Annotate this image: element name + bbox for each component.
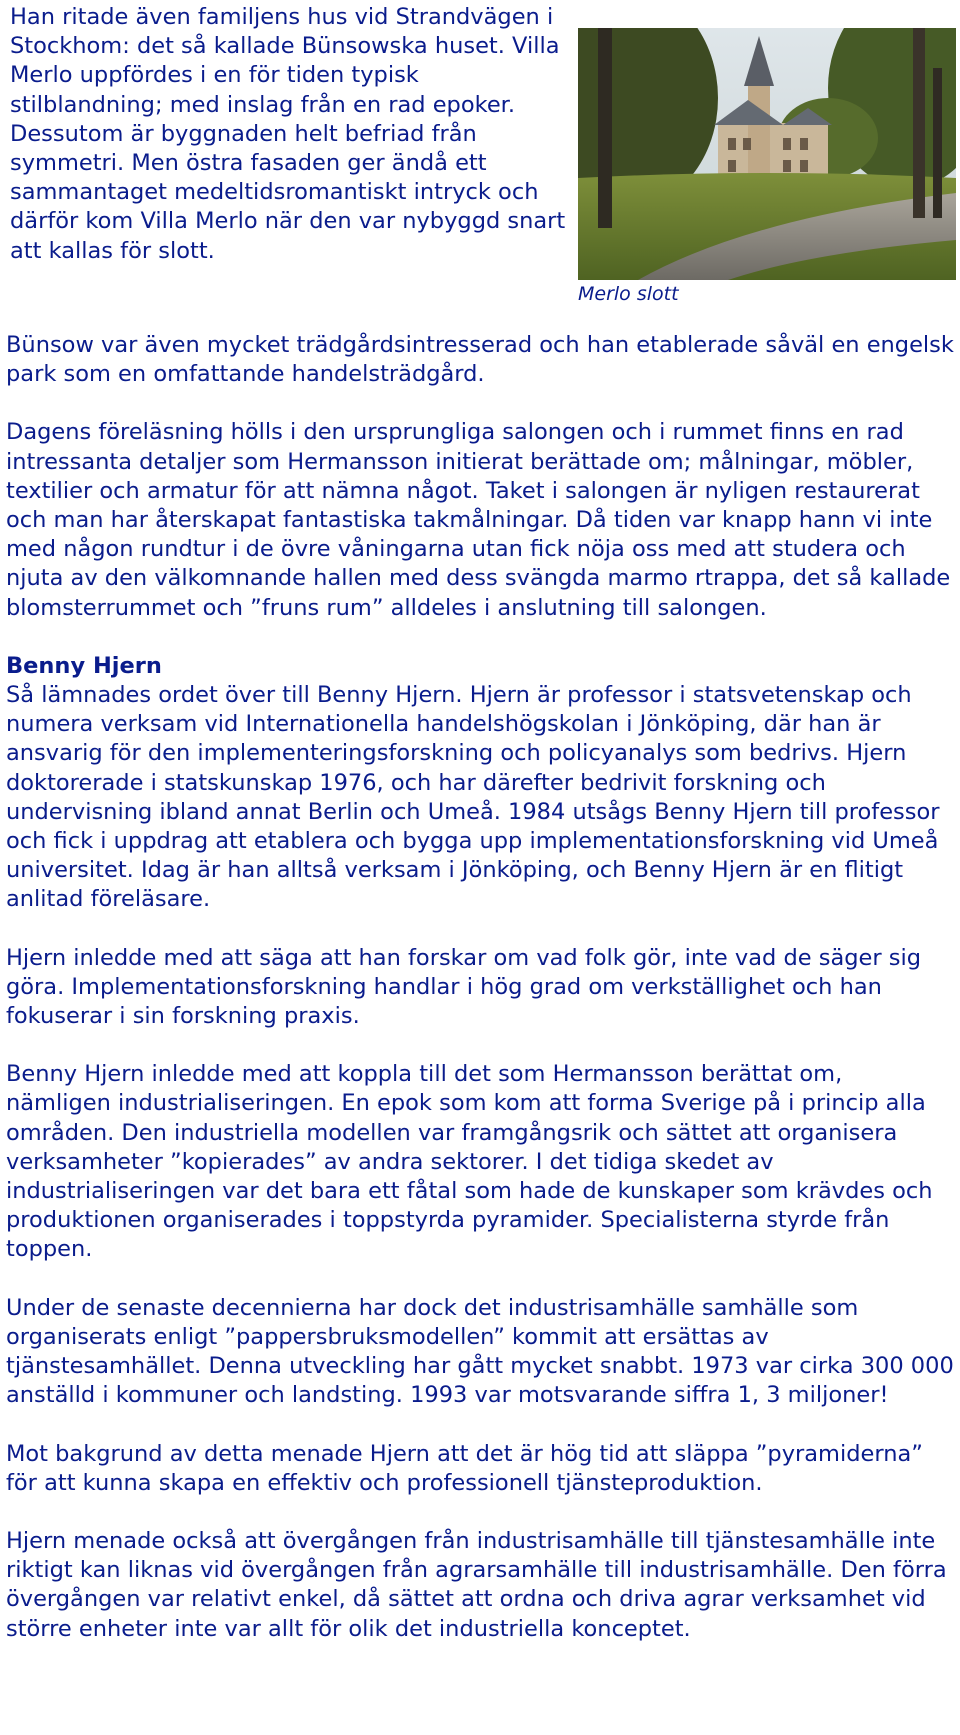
paragraph-hjern-research: Hjern inledde med att säga att han forskar om vad folk gör, inte vad de säger sig göra. Implementationsforskning handlar i hög grad om verkställighet och han fokuserar i sin forskning praxis. [6, 944, 922, 1030]
section-benny-hjern [6, 652, 954, 1644]
paragraph-transition: Hjern menade också att övergången från industrisamhälle till tjänstesamhälle inte riktigt kan liknas vid övergången från agrarsamhälle till industrisamhälle. Den förra övergången var relativt enkel, då sättet att ordna och driva agrar verksamhet vid större enheter inte var allt för olik det industriella konceptet. [6, 1527, 947, 1642]
section-heading: Benny Hjern [6, 652, 162, 679]
paragraph-pyramids: Mot bakgrund av detta menade Hjern att det är hög tid att släppa ”pyramiderna” för att kunna skapa en effektiv och professionell tjänsteproduktion. [6, 1440, 923, 1496]
merlo-castle-photo [578, 28, 956, 280]
paragraph-bunsow-garden: Bünsow var även mycket trädgårdsintresserad och han etablerade såväl en engelsk park som en omfattande handelsträdgård. [6, 332, 954, 388]
paragraph-hjern-intro: Så lämnades ordet över till Benny Hjern. Hjern är professor i statsvetenskap och numera verksam vid Internationella handelshögskolan i Jönköping, där han är ansvarig för den implementeringsforskning och policyanalys som bedrivs. Hjern doktorerade i statskunskap 1976, och har därefter bedrivit forskning och undervisning ibland annat Berlin och Umeå. 1984 utsågs Benny Hjern till professor och fick i uppdrag att etablera och bygga upp implementationsforskning vid Umeå universitet. Idag är han alltså verksam i Jönköping, och Benny Hjern är en flitigt anlitad föreläsare. [6, 682, 940, 913]
article-body [6, 331, 954, 1673]
paragraph-industrialization: Benny Hjern inledde med att koppla till det som Hermansson berättat om, nämligen industrialiseringen. En epok som kom att forma Sverige på i princip alla områden. Den industriella modellen var framgångsrik och sättet att organisera verksamheter ”kopierades” av andra sektorer. I det tidiga skedet av industrialiseringen var det bara ett fåtal som hade de kunskaper som krävdes och produktionen organiserades i toppstyrda pyramider. Specialisterna styrde från toppen. [6, 1061, 933, 1263]
paragraph-lecture-salon: Dagens föreläsning hölls i den ursprungliga salongen och i rummet finns en rad intressanta detaljer som Hermansson initierat berättade om; målningar, möbler, textilier och armatur för att nämna något. Taket i salongen är nyligen restaurerat och man har återskapat fantastiska takmålningar. Då tiden var knapp hann vi inte med någon rundtur i de övre våningarna utan fick nöja oss med att studera och njuta av den välkomnande hallen med dess svängda marmo rtrappa, det så kallade blomsterrummet och ”fruns rum” alldeles i anslutning till salongen. [6, 419, 951, 621]
photo-figure [578, 28, 960, 305]
intro-paragraph: Han ritade även familjens hus vid Strandvägen i Stockhom: det så kallade Bünsowska huset. Villa Merlo uppfördes i en för tiden typisk stilblandning; med inslag från en rad epoker. Dessutom är byggnaden helt befriad från symmetri. Men östra fasaden ger ändå ett sammantaget medeltidsromantiskt intryck och därför kom Villa Merlo när den var nybyggd snart att kallas för slott. [10, 4, 566, 264]
photo-caption: Merlo slott [578, 283, 679, 305]
paragraph-service-society: Under de senaste decennierna har dock det industrisamhälle samhälle som organiserats enligt ”pappersbruksmodellen” kommit att ersättas av tjänstesamhället. Denna utveckling har gått mycket snabbt. 1973 var cirka 300 000 anställd i kommuner och landsting. 1993 var motsvarande siffra 1, 3 miljoner! [6, 1294, 954, 1409]
